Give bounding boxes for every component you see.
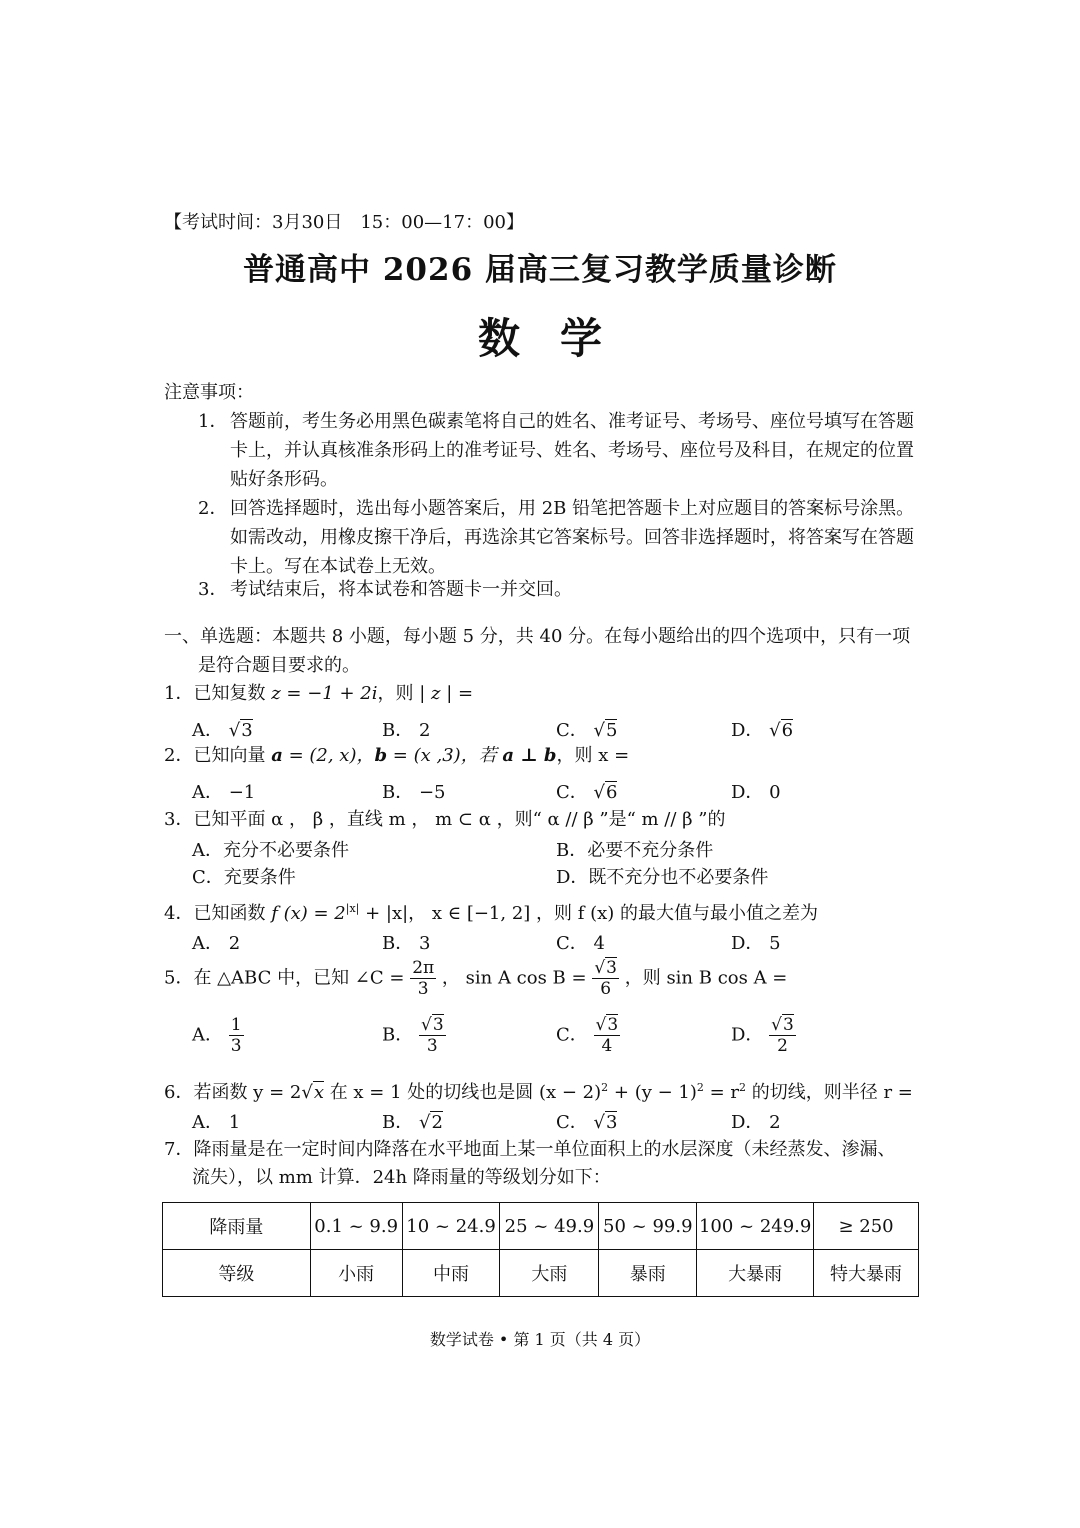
exam-title: 普通高中 2026 届高三复习教学质量诊断 xyxy=(243,252,837,288)
question-6-option-b: B． √2 xyxy=(382,1112,443,1133)
question-5-option-c: C． $\frac{√3}{4}$ xyxy=(556,1015,619,1056)
table-cell: 大暴雨 xyxy=(697,1250,814,1297)
question-1-option-a: A． √3 xyxy=(192,720,253,741)
notice-item-number: 3． xyxy=(198,579,228,600)
question-5-option-d: D． $\frac{√3}{2}$ xyxy=(731,1015,794,1056)
notice-item-text: 答题前，考生务必用黑色碳素笔将自己的姓名、准考证号、考场号、座位号填写在答题卡上，并认真核准条形码上的准考证号、姓名、考场号、座位号及科目，在规定的位置贴好条形码。 xyxy=(230,411,914,490)
table-row xyxy=(163,1203,919,1250)
table-cell: 特大暴雨 xyxy=(814,1250,919,1297)
question-4-option-d: D． 5 xyxy=(731,933,781,954)
question-1-option-c: C． √5 xyxy=(556,720,618,741)
question-7-stem-line2: 流失），以 mm 计算．24h 降雨量的等级划分如下： xyxy=(192,1167,611,1188)
question-4-stem: 4．已知函数 f $(x) = 2^{|x|} + |x|$， x ∈ [−1, 2] ，则 f (x) 的最大值与最小值之差为 xyxy=(164,902,819,924)
question-4-option-b: B． 3 xyxy=(382,933,431,954)
question-3-stem: 3．已知平面 α ， β ，直线 m ， m ⊂ α ，则“ α // β ”是“ m // β ”的 xyxy=(164,809,726,830)
question-3-option-b: B．必要不充分条件 xyxy=(556,840,714,861)
question-2-stem: 2．已知向量 a = (2, x)，b = (x ,3)，若 a ⊥ b，则 x = xyxy=(164,745,630,766)
table-cell: 25 ~ 49.9 xyxy=(500,1203,599,1250)
question-2-option-b: B． −5 xyxy=(382,782,446,803)
fraction: $\frac{√3}{6}$ xyxy=(594,958,617,999)
notice-item xyxy=(198,494,920,581)
table-cell: 0.1 ~ 9.9 xyxy=(310,1203,402,1250)
table-cell: 暴雨 xyxy=(599,1250,697,1297)
question-1-option-d: D． √6 xyxy=(731,720,794,741)
table-cell: 降雨量 xyxy=(163,1203,311,1250)
question-5-option-a: A． $\frac{1}{3}$ xyxy=(192,1015,242,1056)
question-2-option-c: C． √6 xyxy=(556,782,618,803)
notice-item-number: 1． xyxy=(198,411,228,432)
question-3-option-d: D．既不充分也不必要条件 xyxy=(556,867,769,888)
exam-time: 【考试时间：3月30日 15：00—17：00】 xyxy=(164,212,524,233)
question-6-option-a: A． 1 xyxy=(192,1112,241,1133)
question-4-option-c: C． 4 xyxy=(556,933,605,954)
table-cell: 50 ~ 99.9 xyxy=(599,1203,697,1250)
notice-item-text: 考试结束后，将本试卷和答题卡一并交回。 xyxy=(230,579,572,600)
fraction: $\frac{2\pi}{3}$ xyxy=(412,958,435,999)
rainfall-grade-table xyxy=(162,1202,919,1297)
question-6-option-d: D． 2 xyxy=(731,1112,781,1133)
table-cell: 大雨 xyxy=(500,1250,599,1297)
question-2-option-d: D． 0 xyxy=(731,782,781,803)
table-cell: 小雨 xyxy=(310,1250,402,1297)
table-cell: 10 ~ 24.9 xyxy=(402,1203,500,1250)
page-footer: 数学试卷 • 第 1 页（共 4 页） xyxy=(429,1330,651,1349)
table-cell: 等级 xyxy=(163,1250,311,1297)
table-cell: 中雨 xyxy=(402,1250,500,1297)
question-1-stem: 1．已知复数 z = −1 + 2i，则 | z | = xyxy=(164,683,474,704)
question-2-option-a: A． −1 xyxy=(192,782,256,803)
notice-item-text: 回答选择题时，选出每小题答案后，用 2B 铅笔把答题卡上对应题目的答案标号涂黑。如需改动，用橡皮擦干净后，再选涂其它答案标号。回答非选择题时，将答案写在答题卡上。写在本试卷上无效。 xyxy=(230,498,915,577)
notice-item xyxy=(198,575,920,604)
question-5-stem: 5．在 △ABC 中，已知 ∠C = $\frac{2\pi}{3}$ ， sin A cos B = $\frac{√3}{6}$ ，则 sin B cos A = xyxy=(164,958,788,999)
question-5-option-b: B． $\frac{√3}{3}$ xyxy=(382,1015,444,1056)
question-7-stem-line1: 7．降雨量是在一定时间内降落在水平地面上某一单位面积上的水层深度（未经蒸发、渗漏、 xyxy=(164,1139,896,1160)
table-cell: 100 ~ 249.9 xyxy=(697,1203,814,1250)
question-3-option-c: C．充要条件 xyxy=(192,867,296,888)
notice-item-number: 2． xyxy=(198,498,228,519)
table-cell: ≥ 250 xyxy=(814,1203,919,1250)
notice-heading: 注意事项： xyxy=(164,382,254,403)
question-6-stem: 6．若函数 y = 2√x 在 x = 1 处的切线也是圆 $(x - 2)^2 + (y - 1)^2 = r^2$ 的切线，则半径 r = xyxy=(164,1081,913,1103)
subject-title: 数学 xyxy=(477,314,642,363)
table-row xyxy=(163,1250,919,1297)
notice-item xyxy=(198,407,920,494)
section-heading: 一、单选题：本题共 8 小题，每小题 5 分，共 40 分。在每小题给出的四个选项中，只有一项是符合题目要求的。 xyxy=(164,626,911,676)
question-3-option-a: A．充分不必要条件 xyxy=(192,840,349,861)
question-1-option-b: B． 2 xyxy=(382,720,431,741)
question-4-option-a: A． 2 xyxy=(192,933,241,954)
question-6-option-c: C． √3 xyxy=(556,1112,618,1133)
